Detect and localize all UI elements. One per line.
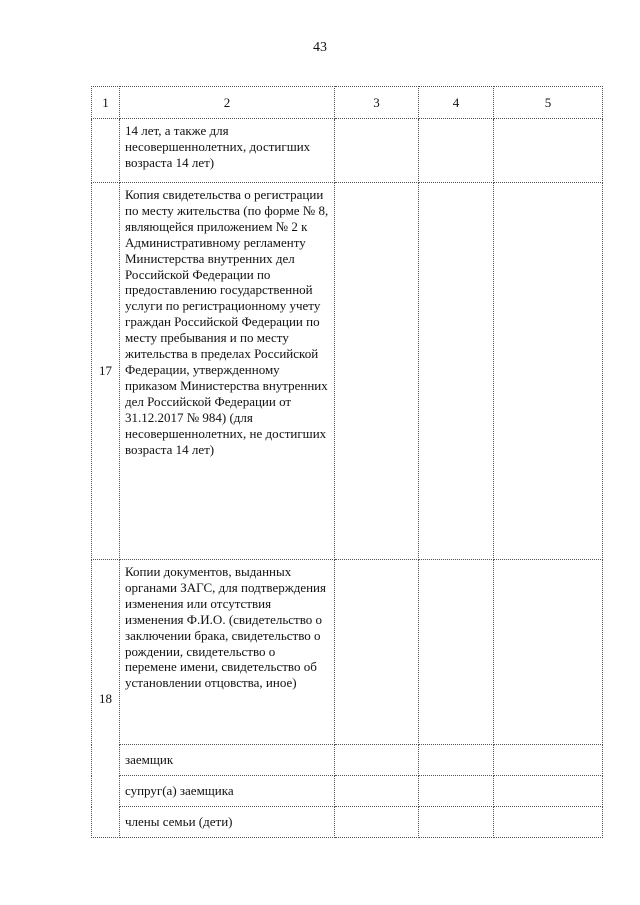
table-row: [92, 560, 603, 745]
row-text: 14 лет, а также для несовершеннолетних, достигших возраста 14 лет): [120, 119, 335, 183]
row-text: Копия свидетельства о регистрации по месту жительства (по форме № 8, являющейся приложением № 2 к Административному регламенту Министерства внутренних дел Российской Федерации по предоставлению государственной услуги по регистрационному учету граждан Российской Федерации по месту пребывания и по месту жительства в пределах Российской Федерации, утвержденному приказом Министерства внутренних дел Российской Федерации от 31.12.2017 № 984) (для несовершеннолетних, не достигших возраста 14 лет): [120, 183, 335, 560]
table-header-row: [92, 87, 603, 119]
table-row: [92, 183, 603, 560]
empty-cell: [494, 745, 603, 776]
empty-cell: [335, 745, 419, 776]
empty-cell: [419, 183, 494, 560]
empty-cell: [419, 807, 494, 838]
empty-cell: [335, 560, 419, 745]
empty-cell: [419, 776, 494, 807]
col-header-2: 2: [120, 87, 335, 119]
col-header-5: 5: [494, 87, 603, 119]
sub-row-children: члены семьи (дети): [120, 807, 335, 838]
col-header-4: 4: [419, 87, 494, 119]
page-number: 43: [313, 40, 327, 55]
row-number: 17: [92, 183, 120, 560]
empty-cell: [335, 183, 419, 560]
empty-cell: [494, 560, 603, 745]
table-row: [92, 745, 603, 776]
empty-cell: [335, 776, 419, 807]
empty-cell: [419, 560, 494, 745]
sub-row-borrower: заемщик: [120, 745, 335, 776]
empty-cell: [494, 119, 603, 183]
documents-table: [91, 86, 603, 838]
row-number: [92, 119, 120, 183]
sub-row-spouse: супруг(а) заемщика: [120, 776, 335, 807]
table-row: [92, 807, 603, 838]
col-header-1: 1: [92, 87, 120, 119]
empty-cell: [494, 183, 603, 560]
empty-cell: [335, 807, 419, 838]
row-number: 18: [92, 560, 120, 838]
row-text: Копии документов, выданных органами ЗАГС, для подтверждения изменения или отсутствия изменения Ф.И.О. (свидетельство о заключении брака, свидетельство о рождении, свидетельство о перемене имени, свидетельство об установлении отцовства, иное): [120, 560, 335, 745]
col-header-3: 3: [335, 87, 419, 119]
empty-cell: [494, 776, 603, 807]
table-row: [92, 776, 603, 807]
empty-cell: [335, 119, 419, 183]
empty-cell: [419, 745, 494, 776]
empty-cell: [494, 807, 603, 838]
empty-cell: [419, 119, 494, 183]
table-row: [92, 119, 603, 183]
